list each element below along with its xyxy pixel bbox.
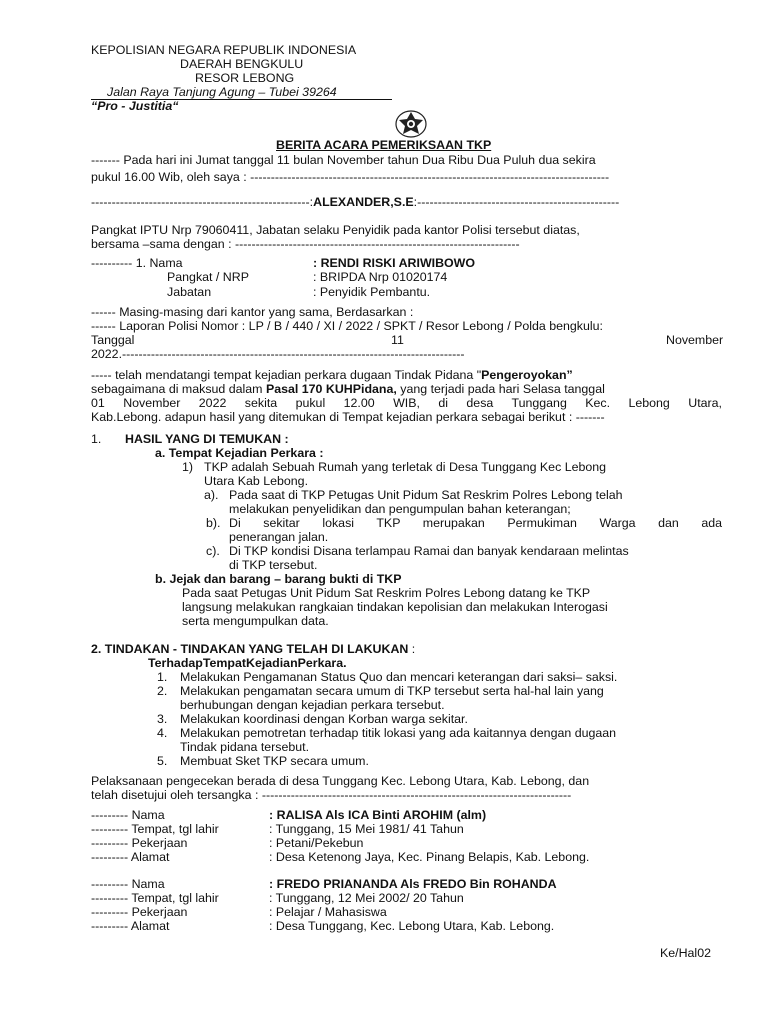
basis-date-month: November	[666, 333, 724, 347]
companion-position: : Penyidik Pembantu.	[313, 285, 431, 299]
suspect1-name-label: --------- Nama	[91, 808, 165, 822]
section2-item-5-line1: Membuat Sket TKP secara umum.	[180, 754, 369, 768]
basis-line-2: ------ Laporan Polisi Nomor : LP / B / 440 / XI / 2022 / SPKT / Resor Lebong / Polda bengkulu:	[91, 319, 603, 333]
header-motto: “Pro - Justitia“	[91, 99, 179, 113]
officer-name: ALEXANDER,S.E	[313, 195, 414, 209]
section2-subtitle: TerhadapTempatKejadianPerkara.	[148, 656, 347, 670]
section2-item-3-line1: Melakukan koordinasi dengan Korban warga sekitar.	[180, 712, 468, 726]
page-number: Ke/Hal02	[660, 946, 711, 960]
rank-line-1: Pangkat IPTU Nrp 79060411, Jabatan selaku Penyidik pada kantor Polisi tersebut diatas,	[91, 223, 580, 237]
suspect2-job-label: --------- Pekerjaan	[91, 905, 188, 919]
section1-item1-line2: Utara Kab Lebong.	[204, 474, 309, 488]
basis-line-1: ------ Masing-masing dari kantor yang sama, Berdasarkan :	[91, 305, 414, 319]
section1-sub-b-line1: Di sekitar lokasi TKP merupakan Permukiman Warga dan ada	[229, 516, 722, 530]
suspect2-job: : Pelajar / Mahasiswa	[269, 905, 387, 919]
section1-sub-c-num: c).	[206, 544, 220, 558]
section2-item-3-num: 3.	[157, 712, 168, 726]
closing-line-1: Pelaksanaan pengecekan berada di desa Tunggang Kec. Lebong Utara, Kab. Lebong, dan	[91, 774, 590, 788]
header-resort: RESOR LEBONG	[195, 71, 295, 85]
officer-dash-right: :-------------------------------------------------	[413, 195, 620, 209]
visit-line-1: ----- telah mendatangi tempat kejadian perkara dugaan Tindak Pidana "Pengeroyokan”	[91, 368, 573, 382]
section1-b-label: b. Jejak dan barang – barang bukti di TKP	[155, 572, 402, 586]
section2-item-2-line2: berhubungan dengan kejadian perkara tersebut.	[180, 698, 445, 712]
suspect2-address-label: --------- Alamat	[91, 919, 170, 933]
section1-sub-a-num: a).	[204, 488, 219, 502]
section1-sub-a-line2: melakukan penyelidikan dan pengumpulan bahan keterangan;	[229, 502, 571, 516]
header-region: DAERAH BENGKULU	[180, 57, 304, 71]
suspect2-address: : Desa Tunggang, Kec. Lebong Utara, Kab. Lebong.	[269, 919, 555, 933]
visit-line-4: Kab.Lebong. adapun hasil yang ditemukan di Tempat kejadian perkara sebagai berikut : -------	[91, 410, 605, 424]
section2-item-4-line1: Melakukan pemotretan terhadap titik lokasi yang ada kaitannya dengan dugaan	[180, 726, 617, 740]
section2-item-4-num: 4.	[157, 726, 168, 740]
rank-line-2: bersama –sama dengan : ---------------------------------------------------------------------	[91, 237, 520, 251]
opening-line-2: pukul 16.00 Wib, oleh saya : ---------------------------------------------------------------------------------------	[91, 170, 610, 184]
officer-dash-left: -----------------------------------------------------:	[91, 195, 314, 209]
section1-a-label: a. Tempat Kejadian Perkara :	[155, 446, 324, 460]
basis-date-label: Tanggal	[91, 333, 135, 347]
section1-item1-num: 1)	[182, 460, 194, 474]
closing-line-2: telah disetujui oleh tersangka : ---------------------------------------------------------------------------	[91, 788, 572, 802]
companion-prefix: ---------- 1. Nama	[91, 256, 183, 270]
section1-number: 1.	[91, 432, 102, 446]
section2-item-4-line2: Tindak pidana tersebut.	[180, 740, 310, 754]
basis-date-day: 11	[391, 333, 404, 347]
visit-line-3: 01 November 2022 sekita pukul 12.00 WIB, di desa Tunggang Kec. Lebong Utara,	[91, 396, 722, 410]
suspect1-job-label: --------- Pekerjaan	[91, 836, 188, 850]
suspect2-birth: : Tunggang, 12 Mei 2002/ 20 Tahun	[269, 891, 464, 905]
officer-line	[91, 195, 619, 209]
basis-line-4: 2022.-----------------------------------------------------------------------------------	[91, 347, 465, 361]
header-address: Jalan Raya Tanjung Agung – Tubei 39264	[91, 85, 392, 100]
suspect1-job: : Petani/Pekebun	[269, 836, 364, 850]
suspect2-birth-label: --------- Tempat, tgl lahir	[91, 891, 219, 905]
suspect1-address-label: --------- Alamat	[91, 850, 170, 864]
suspect1-address: : Desa Ketenong Jaya, Kec. Pinang Belapis, Kab. Lebong.	[269, 850, 590, 864]
suspect2-name-label: --------- Nama	[91, 877, 165, 891]
section2-item-5-num: 5.	[157, 754, 168, 768]
section1-sub-b-num: b).	[206, 516, 221, 530]
companion-name: : RENDI RISKI ARIWIBOWO	[313, 256, 475, 270]
section1-b-line2: langsung melakukan rangkaian tindakan kepolisian dan melakukan Interogasi	[182, 600, 608, 614]
suspect2-name: : FREDO PRIANANDA Als FREDO Bin ROHANDA	[269, 877, 557, 891]
section1-b-line1: Pada saat Petugas Unit Pidum Sat Reskrim Polres Lebong datang ke TKP	[182, 586, 591, 600]
opening-line-1: ------- Pada hari ini Jumat tanggal 11 bulan November tahun Dua Ribu Dua Puluh dua sekira	[91, 153, 596, 167]
suspect1-birth-label: --------- Tempat, tgl lahir	[91, 822, 219, 836]
section2-item-2-num: 2.	[157, 684, 168, 698]
section1-sub-b-line2: penerangan jalan.	[229, 530, 329, 544]
section1-sub-c-line1: Di TKP kondisi Disana terlampau Ramai dan banyak kendaraan melintas	[229, 544, 629, 558]
suspect1-name: : RALISA Als ICA Binti AROHIM (alm)	[269, 808, 487, 822]
section2-item-2-line1: Melakukan pengamatan secara umum di TKP tersebut serta hal-hal lain yang	[180, 684, 604, 698]
section2-item-1-line1: Melakukan Pengamanan Status Quo dan mencari keterangan dari saksi– saksi.	[180, 670, 618, 684]
companion-rank-label: Pangkat / NRP	[167, 270, 249, 284]
section1-title: HASIL YANG DI TEMUKAN :	[125, 432, 289, 446]
section1-item1-line1: TKP adalah Sebuah Rumah yang terletak di Desa Tunggang Kec Lebong	[204, 460, 607, 474]
section1-sub-a-line1: Pada saat di TKP Petugas Unit Pidum Sat Reskrim Polres Lebong telah	[229, 488, 623, 502]
visit-line-2: sebagaimana di maksud dalam Pasal 170 KUHPidana, yang terjadi pada hari Selasa tanggal	[91, 382, 605, 396]
companion-position-label: Jabatan	[167, 285, 212, 299]
section1-b-line3: serta mengumpulkan data.	[182, 614, 329, 628]
document-title: BERITA ACARA PEMERIKSAAN TKP	[276, 138, 492, 152]
police-emblem-logo	[394, 109, 428, 139]
companion-rank: : BRIPDA Nrp 01020174	[313, 270, 448, 284]
section1-sub-c-line2: di TKP tersebut.	[229, 558, 318, 572]
section2-title: 2. TINDAKAN - TINDAKAN YANG TELAH DI LAKUKAN :	[91, 642, 416, 656]
section2-item-1-num: 1.	[157, 670, 168, 684]
header-institution: KEPOLISIAN NEGARA REPUBLIK INDONESIA	[91, 43, 357, 57]
suspect1-birth: : Tunggang, 15 Mei 1981/ 41 Tahun	[269, 822, 464, 836]
